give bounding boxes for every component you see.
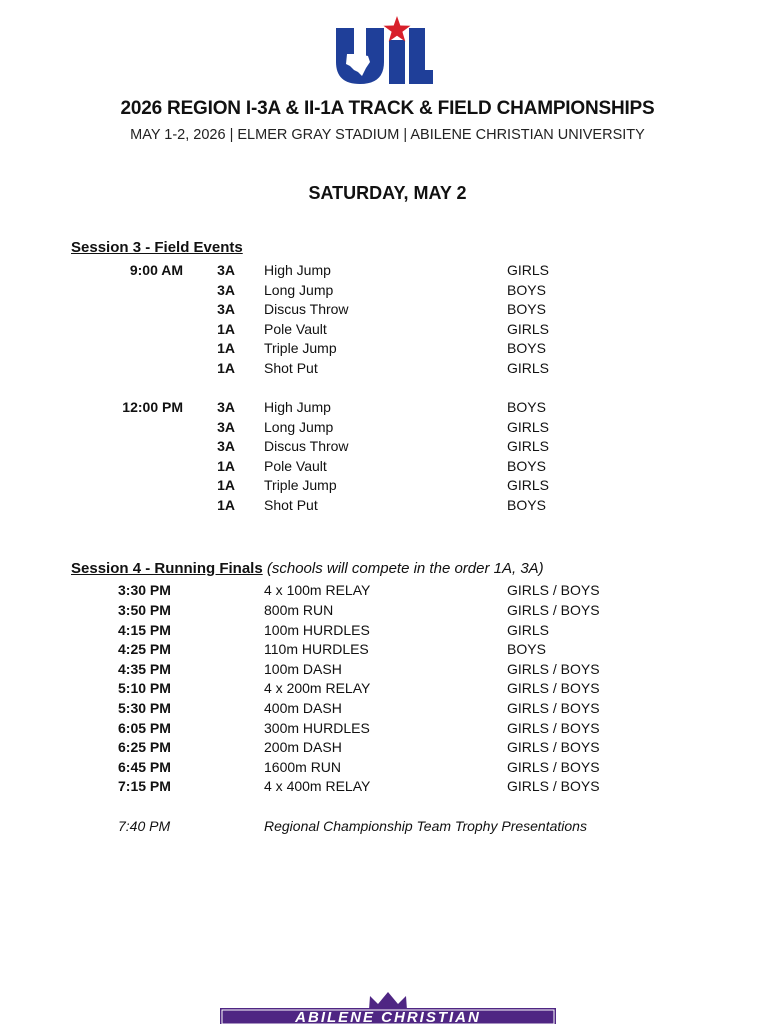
acu-wordmark: ABILENE CHRISTIAN — [295, 1009, 481, 1024]
star-icon — [384, 16, 411, 42]
event-time: 3:50 PM — [118, 602, 171, 618]
event-gender: GIRLS / BOYS — [507, 661, 600, 677]
event-name: 1600m RUN — [264, 759, 342, 775]
schedule-row — [0, 776, 775, 796]
event-name: 4 x 400m RELAY — [264, 778, 371, 794]
schedule-row — [0, 417, 775, 437]
event-name: Long Jump — [264, 419, 334, 435]
event-time: 6:05 PM — [118, 720, 171, 736]
schedule-row — [0, 495, 775, 515]
event-time: 12:00 PM — [122, 399, 183, 415]
event-name: Shot Put — [264, 497, 318, 513]
event-class: 3A — [217, 301, 235, 317]
session-4-heading — [71, 560, 544, 577]
event-gender: GIRLS / BOYS — [507, 582, 600, 598]
event-class: 1A — [217, 340, 235, 356]
event-name: 200m DASH — [264, 739, 342, 755]
schedule-row — [0, 718, 775, 738]
day-heading: SATURDAY, MAY 2 — [308, 183, 467, 203]
event-name: Pole Vault — [264, 321, 327, 337]
schedule-row — [0, 757, 775, 777]
event-name: 100m DASH — [264, 661, 342, 677]
event-name: Pole Vault — [264, 458, 327, 474]
event-name: Long Jump — [264, 282, 334, 298]
event-name: 400m DASH — [264, 700, 342, 716]
event-name: 300m HURDLES — [264, 720, 370, 736]
event-title: 2026 REGION I-3A & II-1A TRACK & FIELD CHAMPIONSHIPS — [120, 98, 655, 119]
event-time: 4:25 PM — [118, 641, 171, 657]
event-time: 4:35 PM — [118, 661, 171, 677]
event-gender: GIRLS / BOYS — [507, 720, 600, 736]
schedule-row — [0, 475, 775, 495]
event-gender: BOYS — [507, 497, 546, 513]
event-gender: GIRLS / BOYS — [507, 759, 600, 775]
event-time: 5:30 PM — [118, 700, 171, 716]
session-3-heading — [71, 239, 243, 256]
schedule-row — [0, 299, 775, 319]
event-time: 7:15 PM — [118, 778, 171, 794]
uil-logo-l — [409, 28, 433, 84]
event-name: 800m RUN — [264, 602, 334, 618]
event-name: Triple Jump — [264, 477, 337, 493]
event-class: 3A — [217, 399, 235, 415]
event-class: 3A — [217, 419, 235, 435]
event-gender: BOYS — [507, 340, 546, 356]
event-class: 1A — [217, 477, 235, 493]
abilene-christian-logo — [218, 982, 558, 1024]
event-class: 1A — [217, 321, 235, 337]
event-gender: BOYS — [507, 282, 546, 298]
event-class: 3A — [217, 262, 235, 278]
event-time: 3:30 PM — [118, 582, 171, 598]
schedule-row — [0, 456, 775, 476]
schedule-row — [0, 737, 775, 757]
session-4-title: Session 4 - Running Finals — [71, 560, 263, 577]
event-gender: BOYS — [507, 399, 546, 415]
closing-row — [0, 816, 775, 836]
event-time: 5:10 PM — [118, 680, 171, 696]
schedule-row — [0, 397, 775, 417]
event-time: 6:45 PM — [118, 759, 171, 775]
event-name: 4 x 200m RELAY — [264, 680, 371, 696]
event-gender: GIRLS — [507, 438, 550, 454]
event-name: High Jump — [264, 262, 331, 278]
event-gender: GIRLS / BOYS — [507, 778, 600, 794]
schedule-row — [0, 319, 775, 339]
session-4-note: (schools will compete in the order 1A, 3A) — [266, 560, 544, 577]
event-gender: GIRLS — [507, 321, 550, 337]
event-gender: GIRLS — [507, 419, 550, 435]
event-name: Discus Throw — [264, 301, 349, 317]
event-gender: BOYS — [507, 458, 546, 474]
event-name: Shot Put — [264, 360, 318, 376]
event-gender: GIRLS — [507, 477, 550, 493]
event-time: 7:40 PM — [118, 818, 171, 834]
event-name: Discus Throw — [264, 438, 349, 454]
schedule-row — [0, 280, 775, 300]
schedule-row — [0, 338, 775, 358]
event-gender: BOYS — [507, 641, 546, 657]
event-gender: GIRLS — [507, 622, 550, 638]
event-gender: BOYS — [507, 301, 546, 317]
schedule-row — [0, 698, 775, 718]
event-gender: GIRLS / BOYS — [507, 739, 600, 755]
event-gender: GIRLS — [507, 262, 550, 278]
uil-logo-i — [389, 40, 405, 84]
schedule-row — [0, 659, 775, 679]
event-gender: GIRLS / BOYS — [507, 700, 600, 716]
schedule-row — [0, 678, 775, 698]
event-class: 3A — [217, 438, 235, 454]
event-name: Triple Jump — [264, 340, 337, 356]
session-3-title: Session 3 - Field Events — [71, 239, 243, 256]
schedule-row — [0, 620, 775, 640]
event-name: 100m HURDLES — [264, 622, 370, 638]
event-name: High Jump — [264, 399, 331, 415]
event-class: 3A — [217, 282, 235, 298]
event-gender: GIRLS — [507, 360, 550, 376]
schedule-row — [0, 436, 775, 456]
event-name: 4 x 100m RELAY — [264, 582, 371, 598]
event-name: Regional Championship Team Trophy Presentations — [264, 818, 587, 834]
schedule-row — [0, 580, 775, 600]
event-time: 4:15 PM — [118, 622, 171, 638]
schedule-row — [0, 260, 775, 280]
event-name: 110m HURDLES — [264, 641, 369, 657]
schedule-row — [0, 600, 775, 620]
event-class: 1A — [217, 360, 235, 376]
event-gender: GIRLS / BOYS — [507, 680, 600, 696]
schedule-row — [0, 639, 775, 659]
event-time: 9:00 AM — [129, 262, 183, 278]
event-gender: GIRLS / BOYS — [507, 602, 600, 618]
uil-logo — [334, 14, 434, 86]
event-time: 6:25 PM — [118, 739, 171, 755]
event-subtitle: MAY 1-2, 2026 | ELMER GRAY STADIUM | ABILENE CHRISTIAN UNIVERSITY — [130, 127, 645, 143]
event-class: 1A — [217, 497, 235, 513]
schedule-row — [0, 358, 775, 378]
event-class: 1A — [217, 458, 235, 474]
